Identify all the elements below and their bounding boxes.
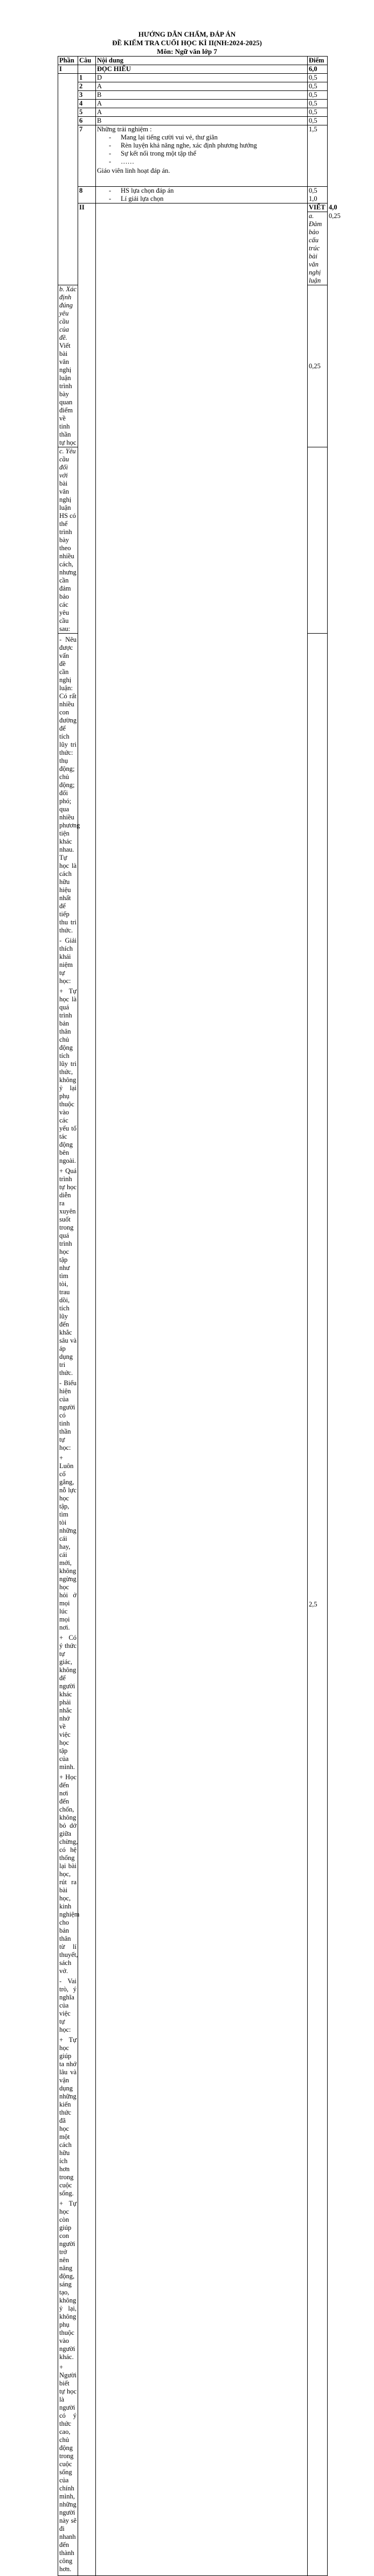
table-row bbox=[58, 74, 328, 82]
guide-paragraph: + Quá trình tự học diễn ra xuyên suốt trong quá trình học tập như tìm tòi, trau dồi, tích lũy đến khắc sâu và áp dụng tri thức. bbox=[59, 1167, 77, 1377]
q7-item: - …… bbox=[97, 158, 306, 166]
part2-c-content bbox=[58, 447, 78, 634]
guide-paragraph: + Học đến nơi đến chốn, không bỏ dở giữa chừng, có hệ thống lại bài học, rút ra bài học, kinh nghiệm cho bản thân từ lí thuyết, sách vở. bbox=[59, 1773, 80, 1975]
guide-paragraph: - Biểu hiện của người có tinh thần tự học: bbox=[59, 1379, 77, 1451]
part1-num: I bbox=[58, 65, 78, 74]
part2-a-text: a. Đảm bảo cấu trúc bài văn nghị luận bbox=[308, 212, 328, 285]
q8-item: - HS lựa chọn đáp án bbox=[97, 187, 306, 195]
score: 2,5 bbox=[308, 634, 328, 2576]
score: 0,5 bbox=[308, 74, 328, 82]
part1-title: ĐỌC HIỂU bbox=[96, 65, 308, 74]
answer: A bbox=[96, 100, 308, 108]
col-cau: Câu bbox=[78, 57, 96, 65]
guide-paragraph: + Tự học còn giúp con người trở nên năng động, sáng tạo, không ỷ lại, không phụ thuộc vào người khác. bbox=[59, 2200, 77, 2361]
part2-row: II VIẾT 4,0 bbox=[58, 203, 328, 212]
part2-b-text: Viết bài văn nghị luận trình bày quan điểm về tinh thần tự học bbox=[59, 342, 77, 446]
guide-paragraph: - Nêu được vấn đề cần nghị luận: Có rất nhiều con đường để tích lũy tri thức: thụ động; chủ động; đối phó; qua nhiều phương tiện khác nhau. Tự học là cách hữu hiệu nhất để tiếp thu tri thức. bbox=[59, 636, 80, 934]
question8-row bbox=[58, 187, 328, 203]
essay-guide bbox=[58, 634, 78, 2576]
guide-paragraph: + Tự học giúp ta nhớ lâu và vận dụng những kiến thức đã học một cách hữu ích hơn trong cuộc sống. bbox=[59, 2036, 77, 2197]
table-row bbox=[58, 117, 328, 125]
grading-table bbox=[58, 56, 341, 2576]
part2-title: VIẾT bbox=[308, 203, 328, 212]
table-row bbox=[58, 82, 328, 91]
part1-row bbox=[58, 65, 328, 74]
question-number: 8 bbox=[78, 187, 96, 203]
score: 0,5 bbox=[308, 108, 328, 117]
col-diem: Điểm bbox=[308, 57, 328, 65]
answer: B bbox=[96, 117, 308, 125]
score: 0,25 bbox=[308, 285, 328, 447]
q7-item: - Rèn luyện khả năng nghe, xác định phương hướng bbox=[97, 142, 306, 150]
question-number: 3 bbox=[78, 91, 96, 100]
question-number: 4 bbox=[78, 100, 96, 108]
table-header-row bbox=[58, 57, 328, 65]
score: 0,5 bbox=[308, 91, 328, 100]
q7-intro: Những trải nghiệm : bbox=[97, 125, 152, 133]
guide-paragraph: + Người biết tự học là người có ý thức cao, chủ động trong cuộc sống của chính mình, những người này sẽ đi nhanh đến thành công hơn. bbox=[59, 2363, 77, 2573]
table-row bbox=[58, 91, 328, 100]
question8-content bbox=[96, 187, 308, 203]
col-noidung: Nội dung bbox=[96, 57, 308, 65]
question-number: 6 bbox=[78, 117, 96, 125]
answer: D bbox=[96, 74, 308, 82]
table-row bbox=[58, 108, 328, 117]
guide-paragraph: + Tự học là quá trình bản thân chủ động tích lũy tri thức, không ỷ lại phụ thuộc vào các yếu tố tác động bên ngoài. bbox=[59, 987, 77, 1164]
question-number: 1 bbox=[78, 74, 96, 82]
question-number: 2 bbox=[78, 82, 96, 91]
answer: A bbox=[96, 82, 308, 91]
part2-c-text: HS có thể trình bày theo nhiều cách, nhưng cần đảm bảo các yêu cầu sau: bbox=[59, 512, 77, 633]
subject-title: Môn: Ngữ văn lớp 7 bbox=[157, 47, 217, 55]
score: 0,5 bbox=[308, 117, 328, 125]
q7-note: Giáo viên linh hoạt đáp án. bbox=[97, 167, 170, 174]
part2-a-row: a. Đảm bảo cấu trúc bài văn nghị luận 0,25 bbox=[58, 212, 328, 285]
answer: A bbox=[96, 108, 308, 117]
q8-item: - Lí giải lựa chọn bbox=[97, 195, 306, 203]
score: 0,5 bbox=[308, 82, 328, 91]
part2-b-content bbox=[58, 285, 78, 447]
question7-row bbox=[58, 125, 328, 187]
score: 1,5 bbox=[308, 125, 328, 187]
part2-num: II bbox=[78, 203, 96, 2576]
doc-title: HƯỚNG DẪN CHẤM, ĐÁP ÁN bbox=[138, 30, 236, 38]
col-phan: Phần bbox=[58, 57, 78, 65]
score: 0,5 bbox=[308, 100, 328, 108]
exam-title: ĐỀ KIỂM TRA CUỐI HỌC KÌ II(NH:2024-2025) bbox=[112, 39, 262, 47]
q7-item: - Mang lại tiếng cười vui vẻ, thư giãn bbox=[97, 134, 306, 142]
guide-paragraph: + Có ý thức tự giác, không để người khác phải nhắc nhở về việc học tập của mình. bbox=[59, 1634, 77, 1771]
q7-item: - Sự kết nối trong một tập thể bbox=[97, 150, 306, 158]
question-number: 7 bbox=[78, 125, 96, 187]
guide-paragraph: + Luôn cố gắng, nỗ lực học tập, tìm tòi những cái hay, cái mới, không ngừng học hỏi ở mọi lúc mọi nơi. bbox=[59, 1454, 77, 1631]
guide-paragraph: - Vai trò, ý nghĩa của việc tự học: bbox=[59, 1977, 77, 2033]
table-row bbox=[58, 100, 328, 108]
score: 0,5 1,0 bbox=[308, 187, 328, 203]
question-number: 5 bbox=[78, 108, 96, 117]
answer: B bbox=[96, 91, 308, 100]
guide-paragraph: - Giải thích khái niệm tự học: bbox=[59, 937, 77, 985]
part2-c-title: c. Yêu cầu đối với bài văn nghị luận bbox=[59, 447, 76, 511]
part2-b-title: b. Xác định đúng yêu cầu của đề. bbox=[59, 285, 77, 341]
question7-content bbox=[96, 125, 308, 187]
part1-score: 6,0 bbox=[308, 65, 328, 74]
